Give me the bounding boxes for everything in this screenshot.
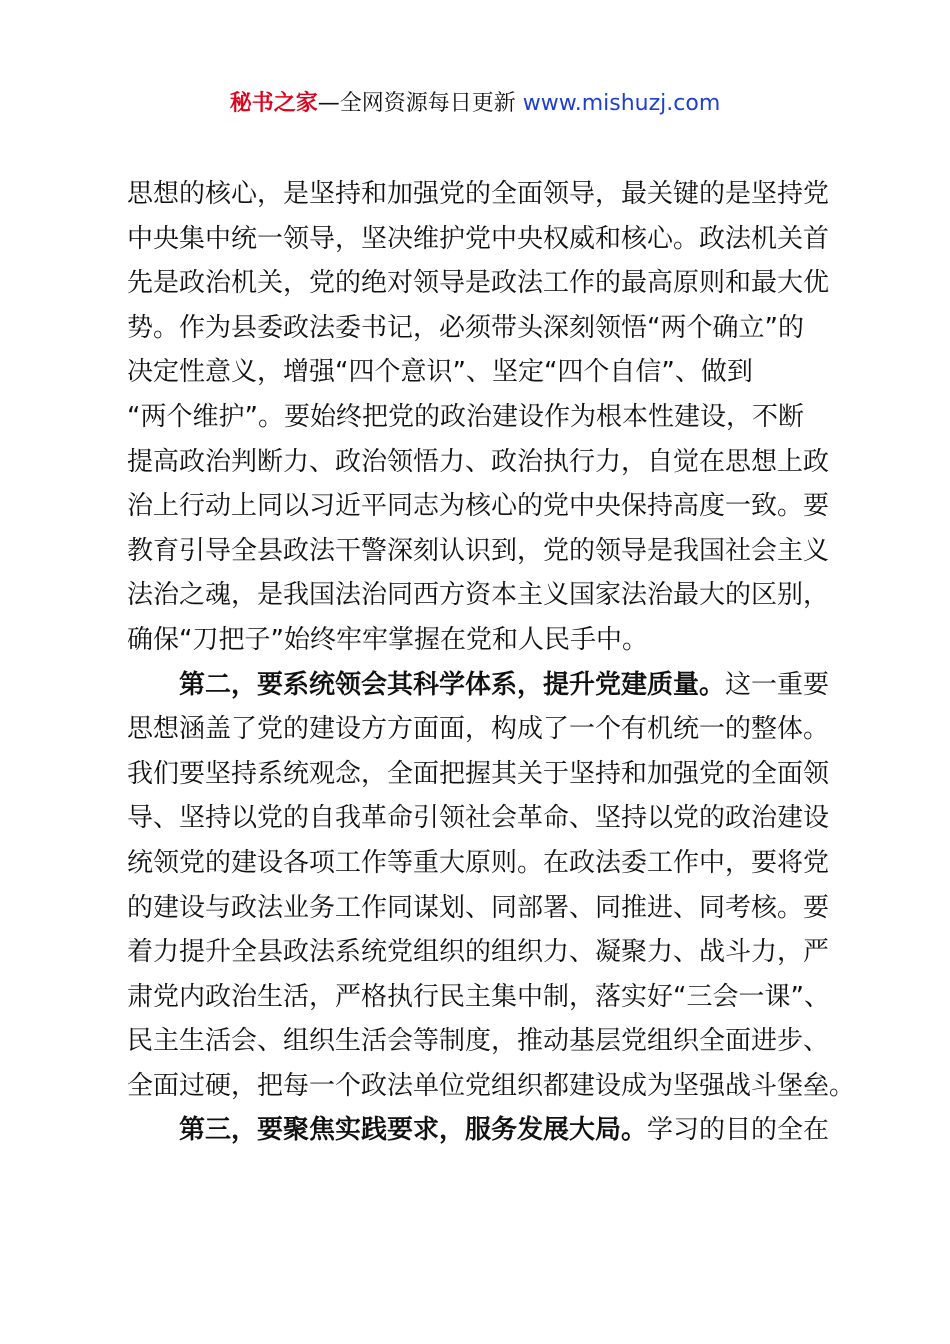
body-line: 先是政治机关，党的绝对领导是政法工作的最高原则和最大优	[127, 268, 830, 299]
site-header	[0, 88, 950, 120]
body-line: “两个维护”。要始终把党的政治建设作为根本性建设，不断	[127, 401, 804, 432]
paragraph-3-heading: 第三，要聚焦实践要求，服务发展大局。	[179, 1115, 648, 1146]
body-line: 思想涵盖了党的建设方方面面，构成了一个有机统一的整体。	[127, 714, 830, 745]
body-line: 肃党内政治生活，严格执行民主集中制，落实好“三会一课”、	[127, 981, 830, 1012]
document-body	[127, 172, 856, 1153]
body-line: 确保“刀把子”始终牢牢掌握在党和人民手中。	[127, 624, 648, 655]
body-line: 民主生活会、组织生活会等制度，推动基层党组织全面进步、	[127, 1026, 830, 1057]
paragraph-2-text: 这一重要	[725, 669, 830, 700]
body-line: 中央集中统一领导，坚决维护党中央权威和核心。政法机关首	[127, 223, 830, 254]
paragraph-3-first-line	[127, 1108, 837, 1153]
paragraph-2-heading: 第二，要系统领会其科学体系，提升党建质量。	[179, 669, 726, 700]
body-line: 统领党的建设各项工作等重大原则。在政法委工作中，要将党	[127, 847, 830, 878]
body-line: 势。作为县委政法委书记，必须带头深刻领悟“两个确立”的	[127, 312, 804, 343]
body-line: 着力提升全县政法系统党组织的组织力、凝聚力、战斗力，严	[127, 937, 830, 968]
body-line: 的建设与政法业务工作同谋划、同部署、同推进、同考核。要	[127, 892, 830, 923]
body-line: 治上行动上同以习近平同志为核心的党中央保持高度一致。要	[127, 491, 830, 522]
body-line: 决定性意义，增强“四个意识”、坚定“四个自信”、做到	[127, 357, 753, 388]
paragraph-3-text: 学习的目的全在	[647, 1115, 830, 1146]
header-slogan: —全网资源每日更新	[317, 91, 523, 116]
body-line: 导、坚持以党的自我革命引领社会革命、坚持以党的政治建设	[127, 803, 830, 834]
paragraph-2-first-line	[127, 663, 837, 708]
body-line: 全面过硬，把每一个政法单位党组织都建设成为坚强战斗堡垒。	[127, 1070, 856, 1101]
body-line: 我们要坚持系统观念，全面把握其关于坚持和加强党的全面领	[127, 758, 830, 789]
body-line: 提高政治判断力、政治领悟力、政治执行力，自觉在思想上政	[127, 446, 830, 477]
body-line: 教育引导全县政法干警深刻认识到，党的领导是我国社会主义	[127, 535, 830, 566]
body-line: 思想的核心，是坚持和加强党的全面领导，最关键的是坚持党	[127, 179, 830, 209]
body-line: 法治之魂，是我国法治同西方资本主义国家法治最大的区别，	[127, 580, 830, 611]
brand-name: 秘书之家	[229, 91, 318, 116]
site-url-link[interactable]: www.mishuzj.com	[522, 91, 721, 116]
